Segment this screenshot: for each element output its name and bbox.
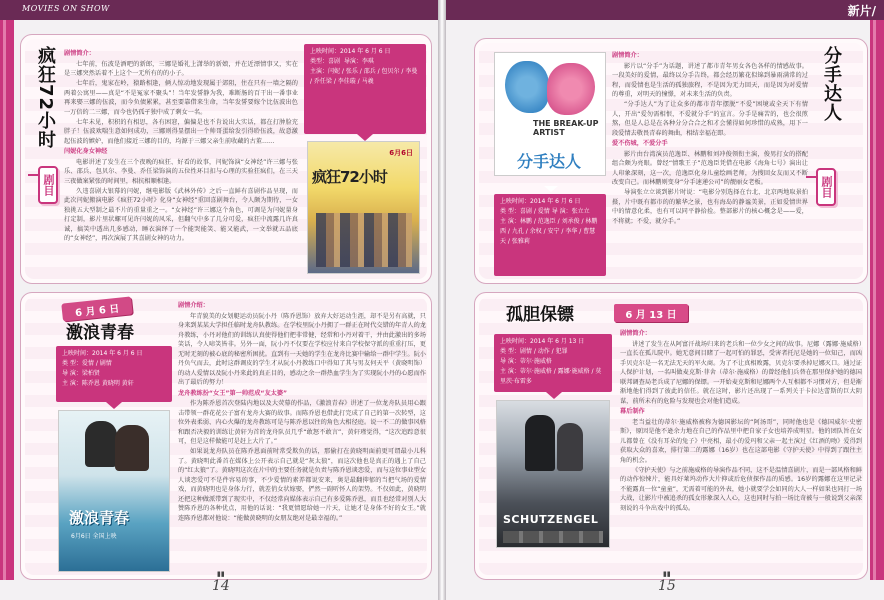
synopsis-fengkuang (64, 48, 298, 280)
center-gutter (438, 0, 446, 600)
intro-heading: 剧情简介： (612, 52, 643, 59)
info-cast: 主 演：蒂尔·施威格 / 露娜·施威格 / 莫里茨·布雷多 (500, 368, 602, 385)
paragraph: 七年未见，积积的有相思，各有困窘，偏偏是也不肯说出大实话，都在打肿脸充胖子！伍波欢喘生意如何成功，三娜则得显摆出一个帅哥蛋给发引得聆伍波，故意激起伍波的嫉妒，而他们接近三娜的目的，均源于三娜父亲生前收藏的古董…… (64, 118, 298, 145)
poster-fengkuang (307, 141, 420, 274)
paragraph: 导演张立立谈到影片时说：“电影分别选择在台北、北京两地取景拍摄，片中既有都市的的繁华之景，也有海岛的静谧美景，正如爱情世界中的情意化柔，也有可以同平静拾捡。整部影片的核心概念是——爱，不将就；不爱，就分手。” (612, 189, 808, 225)
intro-heading: 剧情简介： (64, 50, 95, 57)
info-date: 上映时间：2014 年 6 月 13 日 (500, 338, 585, 345)
poster-date: 6月6日 (389, 149, 413, 157)
info-cast: 主 演：陈乔恩 黄晓明 黄轩 (62, 380, 134, 387)
intro-heading: 剧情介绍： (178, 302, 209, 309)
subheading: 幕后制作 (620, 408, 645, 415)
info-director: 导 演：蒂尔·施威格 (500, 358, 552, 365)
poster-chinese-title: 分手达人 (517, 152, 582, 171)
synopsis-fenshou (612, 50, 808, 280)
subheading: 闫妮化身女神经 (64, 148, 108, 155)
poster-caption: 6月6日 全国上映 (71, 533, 117, 540)
info-box-gudan (494, 334, 612, 392)
top-banner-left (0, 0, 440, 20)
paragraph: 七年前，伍波是酒吧的新郎，三娜是婚礼上潇举的新娘，并在近漂情事又，实在是三娜突然话着不上这个一无所有的的小子。 (64, 60, 298, 77)
info-box-fenshou (494, 194, 606, 276)
movie-title-jilang: 激浪青春 (66, 323, 134, 343)
paragraph: 年青貌美的女划艇运动员阮小丹（陈乔恩饰）放弃大好运动生涯，却不是另有高就，只身来到某某大学担任临时龙舟队教练。在学校里阮小丹拥了一群正在时代交错的年青人的龙舟教练，小丹对他们的训练认真使得他们把非常健，经常和小丹对着干，并由此激出的多场笑话，令人啼笑皆非。另外一面，阮小丹不仅要在学校应付来自学校保守派的重重打压，更无时无刻的被心底的秘密所困扰。直到有一天她的学生在龙舟比赛中输给一群中学生。阮小丹负气而去，此时这群调皮的学生才从阮小丹教练口中得知了其与男友何天平（黄晓明饰）的动人爱情以及阮小丹来此的真正目的，感动之余一群热血学生为了实现阮小丹的心愿而作出了最后的努力！ (178, 312, 426, 386)
paragraph: 《守护天使》与之前施威格的导演作品不同，这不是温情喜剧片，而是一部风格和鲜的动作惊悚片，能具好莱坞动作大片抑或后危侦探作品的质感。16岁的露娜在这里记录不能露真一位“童童”，无需着可能的外表，她小就要学会如同的大人一样如果也同打一场大战，让影片中被追杀的孤女形象深入人心，这也同时与拍一场比奇被与一般说到父亲深刻说的斗争出戏中的孤岛。 (620, 466, 862, 512)
info-cast: 主演：闫妮 / 张乐 / 邵兵 / 包贝尔 / 李曼 / 乔任梁 / 李佳璇 / 马羲 (310, 68, 418, 85)
movie-title-gudan: 孤胆保镖 (506, 305, 574, 325)
paragraph: “分手达人”为了让众多的都市青年摆脱“不爱”困境或全天下有情人，开出“爱勿需相恨，不爱就分手”的宣言。分手是痛苦的，也会很煎熬，但是人总是在各种分分合合之和才会懂得如何珍惜的成熟，用下一段爱情去敬畏青春的舞曲，相结幸福在即。 (612, 101, 808, 137)
chevron-down-icon (546, 392, 562, 399)
subheading: 爱不伤城，不爱分手 (612, 140, 668, 147)
info-date: 上映时间：2014 年 6 月 6 日 (62, 350, 143, 357)
top-banner-right (444, 0, 884, 20)
paragraph: 影片以“分手”为话题，讲述了都市青年男女各色各样的情感故事。一段美好的爱情，最终以分手告终，都会经历繁花似锦到暴雨满常的过程，而爱情也是生活的孤独旅程，不是因为无力回天，而是因为对爱情的尊重，对明天的憧憬，对未来生活的负责。 (612, 62, 808, 98)
info-type: 类 型：爱情 / 剧情 (62, 360, 112, 367)
right-side-bar (870, 20, 884, 580)
chevron-up-icon (544, 186, 558, 192)
paragraph: 如果说龙舟队员在陈乔恩面前时常受欺负的话，那偷打在黄晓明面前更可谓最小儿科了。黄晓明此番首在媒体上公开表示自己就是“灰太狼”，而这次他也是真正的遇上了自己的“红太狼”了。黄晓明这次在片中的主要任务就是负责与陈乔恩谈恋爱，而与这位事业型女人谈恋爱可不是件容易的事，不少爱情的素养都说安来，奥是最翻抑郁的当把气场的爱情戏，而黄晓明也是身体力行，就差俏女状嫁娶，俨然一副听怀人的架势。不仅如此，黄晓明还把这种做派带到了现实中，不仅经常向媒体表示自己有多爱陈乔恩，而且也经常对别人大赞陈乔恩的各种优点，用他的话说：“我更情愿给她一片天，让她才是身体不好的女王。”就连陈乔恩都对他说：“能做黄晓明的女朋友绝对是最幸福的。” (178, 448, 426, 522)
poster-english-title: THE BREAK-UP ARTIST (533, 119, 599, 137)
info-director: 导 演：梁柏贤 (62, 370, 100, 377)
movie-title-fengkuang: 疯狂72小时 (35, 46, 56, 150)
paragraph: 电影讲述了发生在三个夜晚的疯狂、好看的故事，闫妮饰演“女神经”许三娜与张乐、邵兵、包贝尔、李曼、乔任梁饰演的五位性环目扣与心理的实验狂疯们，在三天三夜做案紧张的时间里，相抗相顺相逢。 (64, 158, 298, 185)
paragraph: 老当益壮的蒂尔·施威格被称为德国影坛的“阿汤哥”，同时他也是《德国威尔·史密斯》，原因是他不逊余力地在自己的作品里中把自家子女也培养成明星。他的团队旨在女儿都曾在《没有耳朵的兔子》中亮相，最小的爱玛和父亲一起主演过《红酒的吻》爱得到获取大众的喜欢，排行第二的露娜（16岁）也在这部电影《守护天使》中得到了跟往主角的机会。 (620, 418, 862, 464)
info-type: 类 型：剧情 / 动作 / 犯罪 (500, 348, 568, 355)
section-tag: 新片/ (847, 4, 876, 18)
info-box-jilang (56, 346, 172, 402)
movie-title-fenshou: 分手达人 (821, 46, 842, 122)
poster-title: SCHUTZENGEL (503, 513, 599, 526)
paragraph: 讲述了发生在从阿富汗战场归来的老兵和一位少女之间的故事。尼娜（露娜·施威格）一直长在孤儿院中。她无意间目睹了一起可怕的罪恶，受害者托尼是她的一位知己，而凶手贝克尔是一名无法无天的军火商。为了不让真相败露，贝克尔要杀掉尼娜灭口。通过证人保护计划，一名叫做麦克斯·菲舍（蒂尔·施威格）的曾经他们兵替在那里保护她的德国联邦调查局老兵成了尼娜的保镖。一开始麦克斯和尼娜两个人互相都不习惯对方，但是渐渐地他们得到了彼此的信任。就在这时，影片还出现了一系列关于卡拉达蕾斯的巨大阴谋，前所未有的危险与发现也会对他们造成。 (620, 340, 862, 405)
page-number-left: ▮▮ 14 (212, 570, 230, 594)
left-side-bar (0, 20, 14, 580)
chevron-down-icon (357, 134, 373, 141)
info-type: 类 型：喜剧 / 爱情 导 演：张立立 (500, 208, 590, 215)
paragraph: 影片由台湾演员范逸臣、林鹏和刘冲俊领衔主演，俊男打女的搭配组合颇为亮眼。曾经“情歌王子”范逸臣凭借在电影《海角七号》演出让人印象深刻，这一次，范逸臣化身儿童绘画老师，为搜回女友而又不断改变自己。而林鹏则变身“分手速递公司”的靓丽女老板。 (612, 150, 808, 186)
paragraph: 久违喜剧大银幕的闫妮，继电影版《武林外传》之后一直鲜有喜剧作品呈现，而此次闫妮搬演电影《疯狂72小时》化身“女神经”重回喜剧舞台，令人颇为期待，一女独挑五大型制之最不片的重量重之一。“女神经”许三娜这个角色，可调是为闫妮量身打定制，影片里状螺可见许闫妮的风采，但翻气中多了几分可爱，疯狂中流露几许真诚，搞笑中透出几多感动，睡衣演绎了一个能哭能笑、能又能武，一文举就五品底的“女神经”，再次演展了其喜剧女神的功力。 (64, 187, 298, 242)
poster-title: 疯狂72小时 (312, 168, 387, 186)
info-cast: 主 演：林鹏 / 范逸臣 / 刘承俊 / 林鹏西 / 九孔 / 余权 / 安宁 / 李华 / 曹慧天 / 张雅莉 (500, 218, 598, 245)
poster-gudan (496, 400, 610, 548)
date-ribbon-jilang: 6 月 6 日 (61, 296, 132, 321)
page-number-right: ▮▮ 15 (658, 570, 676, 594)
synopsis-gudan (620, 328, 862, 574)
paragraph: 七年后，鬼家在岭，猿路相逢，俩人惊动地发现属于郊阻，住在只有一墙之隔的两着公寓里——真是“不是冤家不聚头”！当年发誓静为我，难断肠的百干出一番事业再来娶三娜的伍波，而今负债累累，甚至要靠借来生命，当年发誓要嫁个比伍波出色一万倍的二三娜，而今也仍孤孑独中成了剩女一名。 (64, 80, 298, 116)
intro-heading: 剧情简介： (620, 330, 651, 337)
subheading: 龙舟教练扮“女王”第一帅范成“友太婆” (178, 389, 288, 397)
synopsis-jilang (178, 300, 426, 572)
info-date: 上映时间：2014 年 6 月 6 日 (310, 48, 391, 55)
genre-badge-fengkuang: 剧目 (38, 166, 58, 204)
left-page (0, 0, 440, 600)
genre-badge-fenshou: 剧目 (816, 168, 836, 206)
paragraph: 作为陈乔恩首次登陆内地以及大荧幕的作品，《激浪青春》讲述了一位龙舟队员用心跟击带领一群花花公子富有龙舟大赛的故事。而陈乔恩也借此打完成了自己的第一次转型，这位外表柔弱、内心火爆的龙舟教练可是与陈乔恩以往的角色大相径庭。说一不二的做事风格和跟否决毅的训练让黄轩为首的龙舟队员几乎“敢怒不敢言”，黄轩瑾觉得，“这次追踪意很可，但是这样做能可是赶上大片了。” (178, 400, 426, 445)
brand-label: MOVIES ON SHOW (22, 4, 110, 13)
date-ribbon-gudan: 6 月 13 日 (614, 304, 688, 322)
right-page (444, 0, 884, 600)
poster-title: 激浪青春 (69, 509, 130, 527)
chevron-down-icon (106, 402, 122, 409)
info-box-fengkuang (304, 44, 426, 134)
info-type: 类型：喜剧 导演：李琪 (310, 58, 374, 65)
info-date: 上映时间：2014 年 6 月 6 日 (500, 198, 581, 205)
poster-fenshou (494, 52, 606, 176)
poster-jilang (58, 410, 170, 572)
